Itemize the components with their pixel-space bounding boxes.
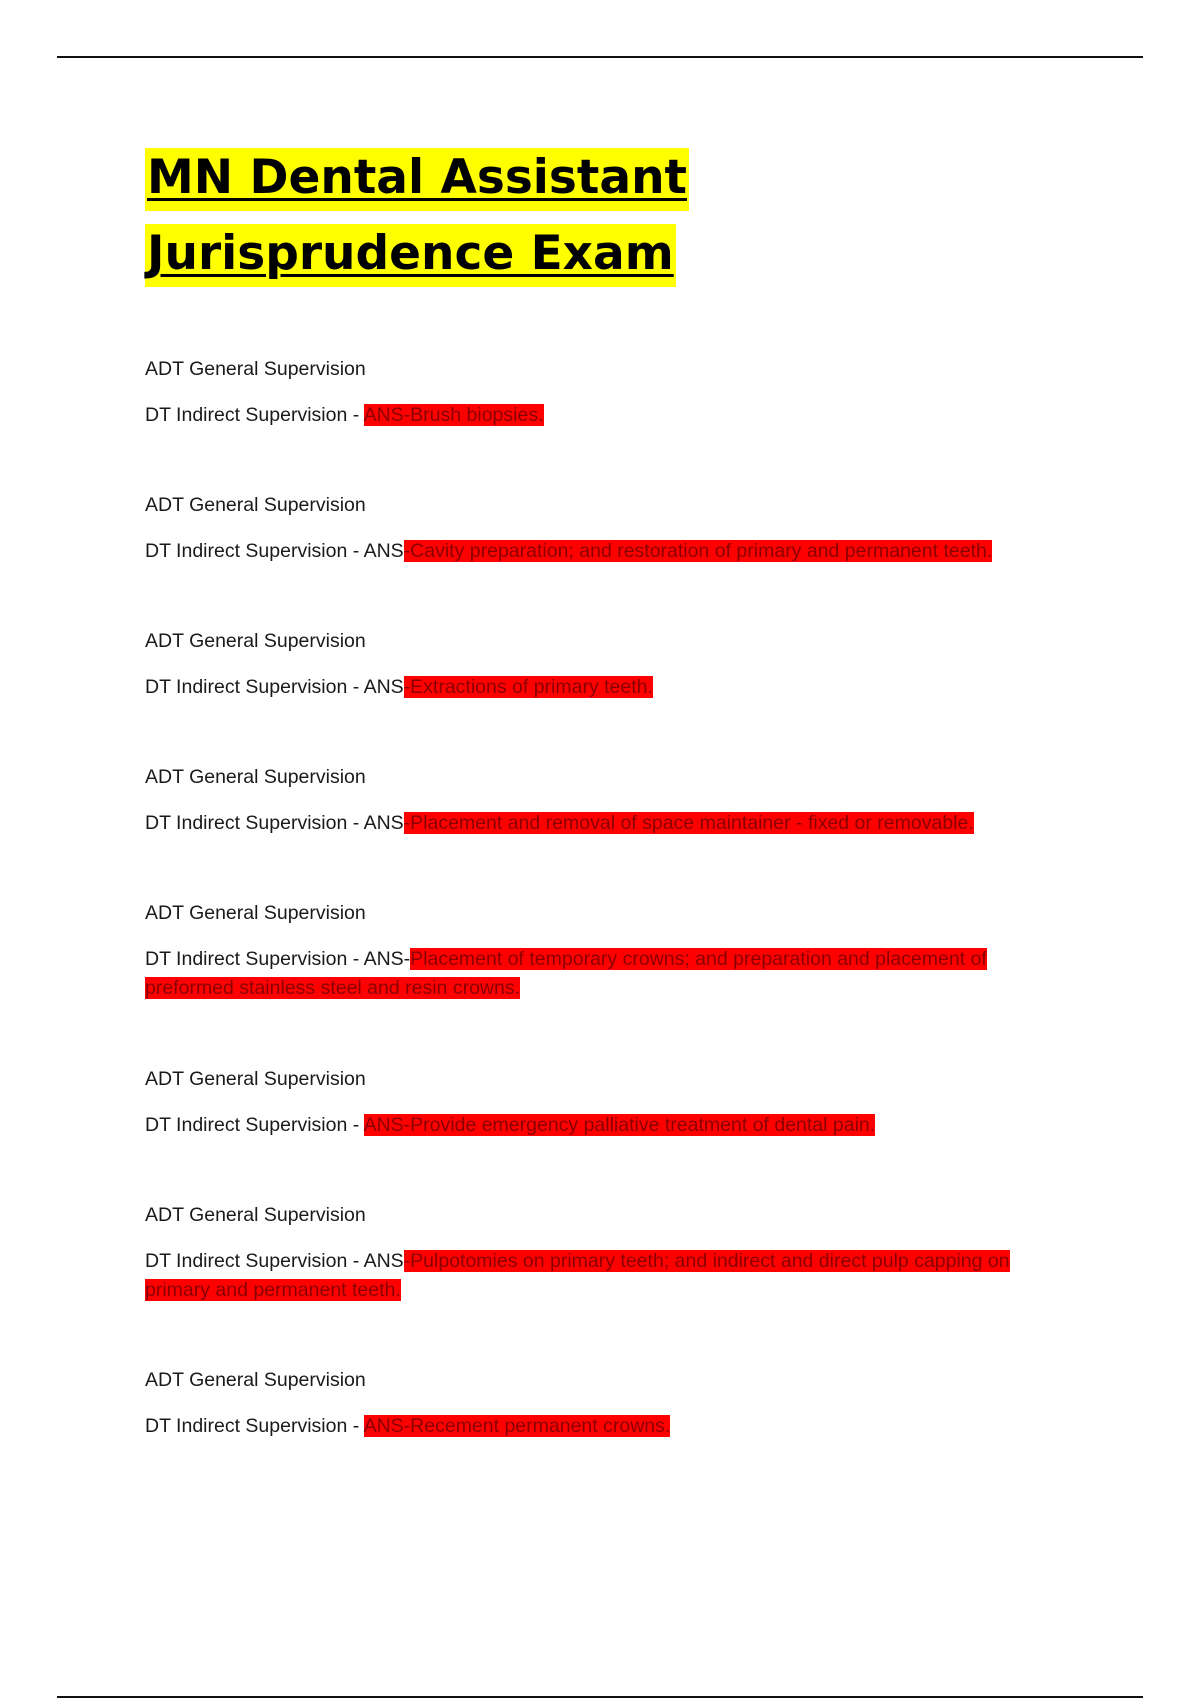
flashcard-term-prefix: DT Indirect Supervision - ANS (145, 812, 404, 834)
flashcard-answer: -Extractions of primary teeth. (403, 676, 653, 698)
flashcard-term-line1: ADT General Supervision (145, 630, 366, 652)
flashcard (145, 357, 1065, 430)
flashcard-term-line1: ADT General Supervision (145, 1204, 366, 1226)
top-rule (57, 56, 1143, 58)
flashcard-answer: ANS-Recement permanent crowns. (363, 1415, 671, 1437)
flashcard-answer: Placement of temporary crowns; and preparation and placement of preformed stainless steel and resin crowns. (145, 948, 987, 999)
flashcard-term-prefix: DT Indirect Supervision - (145, 404, 364, 426)
flashcard-term-line1: ADT General Supervision (145, 494, 366, 516)
flashcard-answer: -Cavity preparation; and restoration of primary and permanent teeth. (403, 540, 993, 562)
flashcard-term-prefix: DT Indirect Supervision - ANS- (145, 948, 411, 970)
flashcard-term-line2 (145, 1247, 1065, 1305)
flashcard-term-prefix: DT Indirect Supervision - ANS (145, 676, 404, 698)
flashcard-answer: ANS-Provide emergency palliative treatment of dental pain. (363, 1114, 876, 1136)
flashcard (145, 1368, 1065, 1441)
flashcard-term-line2 (145, 537, 1065, 566)
flashcard-answer: -Placement and removal of space maintainer - fixed or removable. (403, 812, 974, 834)
flashcard (145, 765, 1065, 838)
flashcard-term-line2 (145, 945, 1065, 1003)
flashcard-term-line2 (145, 809, 1065, 838)
bottom-rule (57, 1696, 1143, 1698)
flashcard-term-line1: ADT General Supervision (145, 766, 366, 788)
flashcard (145, 629, 1065, 702)
document-title-text: MN Dental Assistant Jurisprudence Exam (145, 148, 689, 287)
flashcard-term-line1: ADT General Supervision (145, 1369, 366, 1391)
flashcard (145, 1203, 1065, 1305)
document-title (145, 140, 1045, 292)
flashcard-term-prefix: DT Indirect Supervision - ANS (145, 1250, 404, 1272)
flashcard-term-line2 (145, 673, 1065, 702)
flashcard-term-prefix: DT Indirect Supervision - (145, 1415, 364, 1437)
flashcard-answer: -Pulpotomies on primary teeth; and indirect and direct pulp capping on primary and permanent teeth. (145, 1250, 1010, 1301)
flashcard-term-line1: ADT General Supervision (145, 902, 366, 924)
flashcard (145, 1067, 1065, 1140)
flashcard-term-line1: ADT General Supervision (145, 358, 366, 380)
flashcard (145, 901, 1065, 1003)
flashcard-term-line2 (145, 401, 1065, 430)
flashcard-term-prefix: DT Indirect Supervision - (145, 1114, 364, 1136)
flashcard-term-line2 (145, 1111, 1065, 1140)
flashcard-term-prefix: DT Indirect Supervision - ANS (145, 540, 404, 562)
flashcard-term-line1: ADT General Supervision (145, 1068, 366, 1090)
flashcard (145, 493, 1065, 566)
flashcard-term-line2 (145, 1412, 1065, 1441)
flashcard-answer: ANS-Brush biopsies. (363, 404, 544, 426)
